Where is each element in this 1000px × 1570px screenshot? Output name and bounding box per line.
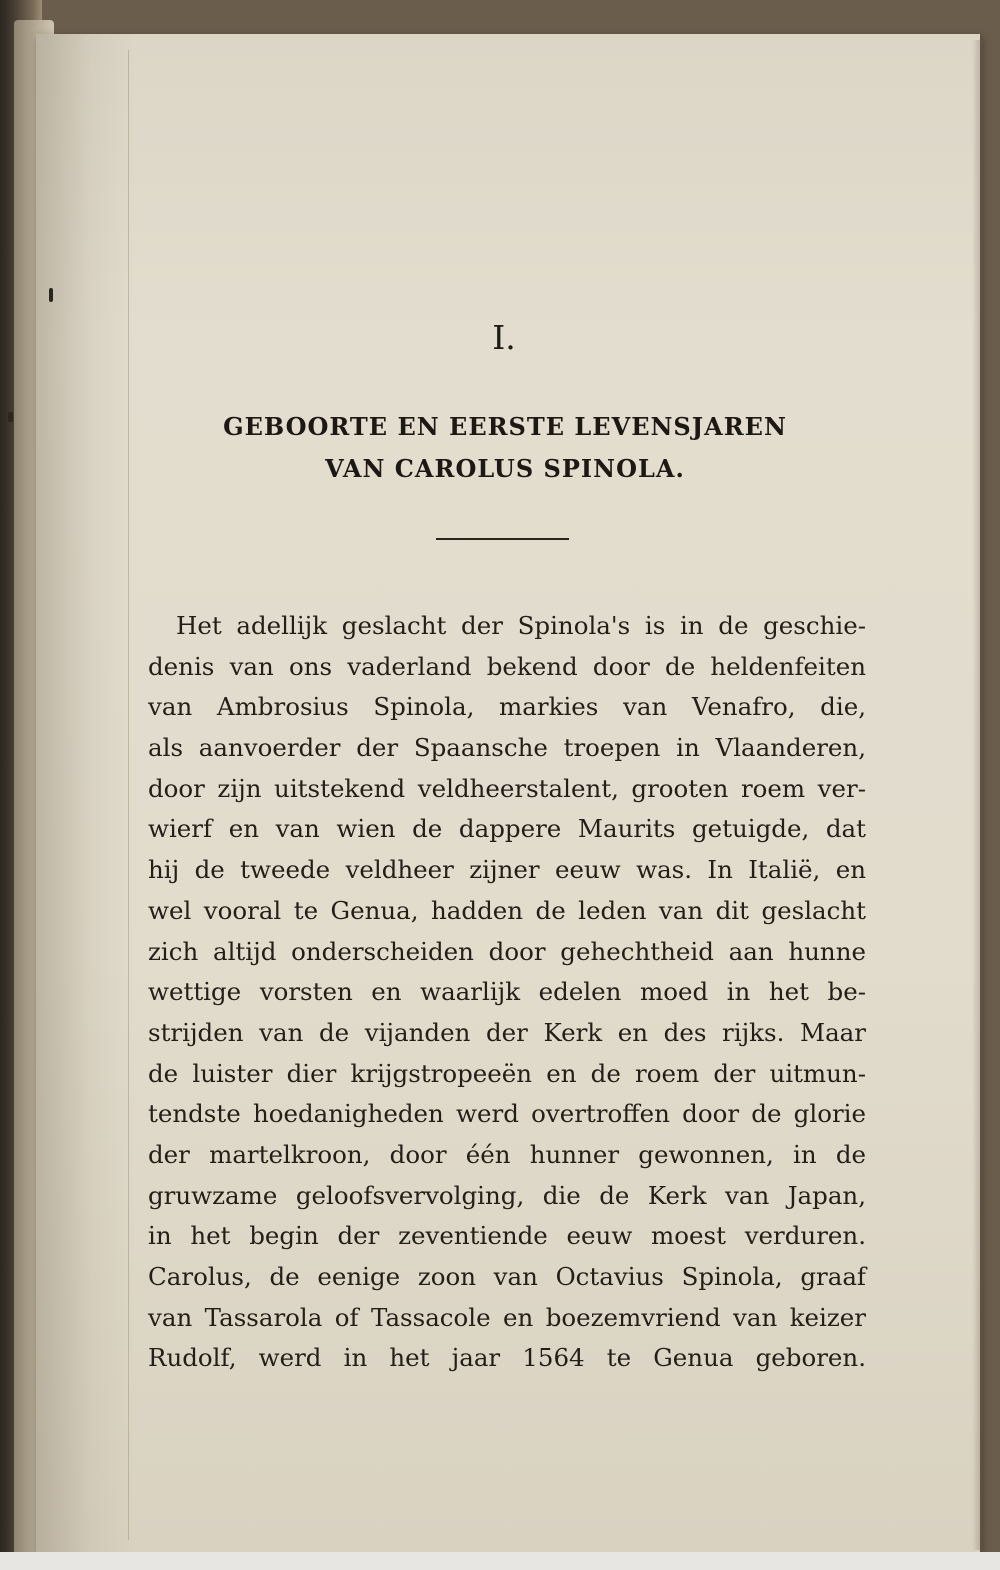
- text-line: Carolus, de eenige zoon van Octavius Spinola, graaf: [148, 1262, 866, 1291]
- text-line: der martelkroon, door één hunner gewonnen, in de: [148, 1139, 866, 1169]
- text-line: hij de tweede veldheer zijner eeuw was. In Italië, en: [148, 855, 866, 885]
- text-line: denis van ons vaderland bekend door de heldenfeiten: [148, 651, 866, 681]
- text-line: gruwzame geloofsvervolging, die de Kerk van Japan,: [148, 1180, 866, 1210]
- chapter-title: [140, 406, 870, 490]
- page-fold-line: [128, 50, 129, 1540]
- chapter-number: I.: [492, 318, 516, 357]
- binding-mark: [8, 412, 13, 422]
- text-line: Het adellijk geslacht der Spinola's is in de geschie-: [176, 611, 866, 640]
- text-line: de luister dier krijgstropeeën en de roem der uitmun-: [148, 1058, 866, 1088]
- page-right-edge: [972, 40, 982, 1550]
- body-paragraph: [148, 606, 866, 1379]
- binding-mark: [49, 288, 53, 302]
- title-divider: [436, 538, 569, 540]
- background-strip: [0, 1552, 1000, 1570]
- text-line: als aanvoerder der Spaansche troepen in Vlaanderen,: [148, 733, 866, 763]
- chapter-title-line: VAN CAROLUS SPINOLA.: [325, 454, 685, 483]
- text-line: zich altijd onderscheiden door gehechtheid aan hunne: [148, 936, 866, 966]
- text-line: wettige vorsten en waarlijk edelen moed in het be-: [148, 977, 866, 1007]
- text-line: door zijn uitstekend veldheerstalent, grooten roem ver-: [148, 773, 866, 803]
- text-line: Rudolf, werd in het jaar 1564 te Genua geboren.: [148, 1343, 866, 1373]
- text-line: van Ambrosius Spinola, markies van Venafro, die,: [148, 692, 866, 722]
- text-line: wel vooral te Genua, hadden de leden van dit geslacht: [148, 895, 866, 925]
- text-line: in het begin der zeventiende eeuw moest verduren.: [148, 1221, 866, 1251]
- text-line: van Tassarola of Tassacole en boezemvriend van keizer: [148, 1302, 866, 1332]
- text-line: tendste hoedanigheden werd overtroffen door de glorie: [148, 1099, 866, 1129]
- chapter-title-line: GEBOORTE EN EERSTE LEVENSJAREN: [223, 412, 787, 441]
- text-line: wierf en van wien de dappere Maurits getuigde, dat: [148, 814, 866, 844]
- text-line: strijden van de vijanden der Kerk en des rijks. Maar: [148, 1017, 866, 1047]
